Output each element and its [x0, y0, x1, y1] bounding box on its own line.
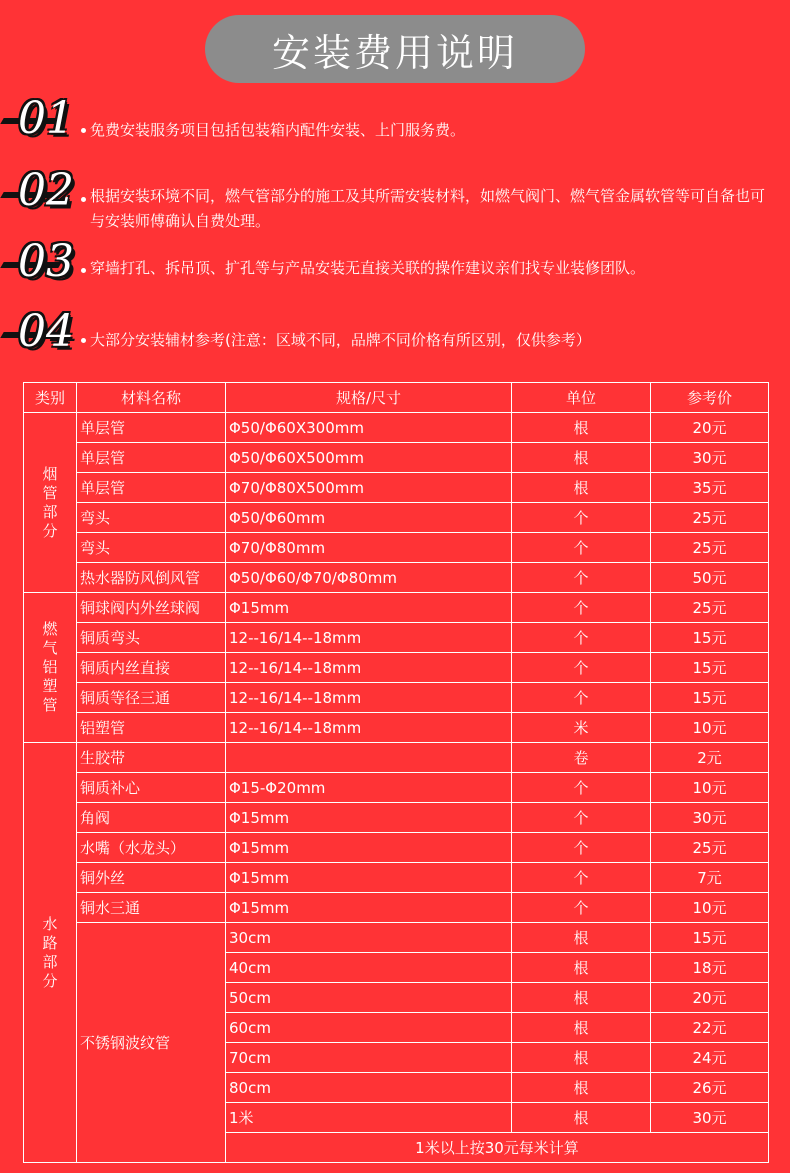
- note-number: 04: [18, 306, 74, 357]
- note-text: 根据安装环境不同，燃气管部分的施工及其所需安装材料，如燃气阀门、燃气管金属软管等可自备也可与安装师傅确认自费处理。: [90, 187, 766, 230]
- material-price: 20元: [651, 413, 769, 443]
- material-unit: 个: [512, 653, 651, 683]
- material-spec: 12--16/14--18mm: [226, 623, 512, 653]
- material-spec: 12--16/14--18mm: [226, 653, 512, 683]
- table-row: [24, 623, 769, 653]
- material-price: 15元: [651, 923, 769, 953]
- material-spec: Φ15mm: [226, 803, 512, 833]
- table-row: [24, 833, 769, 863]
- table-row: [24, 743, 769, 773]
- header-unit: 单位: [512, 383, 651, 413]
- material-price: 2元: [651, 743, 769, 773]
- material-unit: 根: [512, 443, 651, 473]
- note-text: 穿墙打孔、拆吊顶、扩孔等与产品安装无直接关联的操作建议亲们找专业装修团队。: [90, 259, 646, 277]
- bullet-dot-icon: [81, 338, 86, 343]
- material-unit: 个: [512, 623, 651, 653]
- material-price: 15元: [651, 623, 769, 653]
- material-unit: 个: [512, 593, 651, 623]
- material-name: 单层管: [77, 443, 226, 473]
- table-row: [24, 503, 769, 533]
- material-spec: Φ70/Φ80mm: [226, 533, 512, 563]
- table-row: [24, 713, 769, 743]
- material-price: 30元: [651, 803, 769, 833]
- material-unit: 根: [512, 1073, 651, 1103]
- material-name: 水嘴（水龙头）: [77, 833, 226, 863]
- material-price: 20元: [651, 983, 769, 1013]
- material-spec: 1米: [226, 1103, 512, 1133]
- material-unit: 根: [512, 1013, 651, 1043]
- hose-footer-note: 1米以上按30元每米计算: [226, 1133, 769, 1163]
- material-unit: 米: [512, 713, 651, 743]
- table-row: [24, 473, 769, 503]
- header-name: 材料名称: [77, 383, 226, 413]
- header-spec: 规格/尺寸: [226, 383, 512, 413]
- material-name: 铝塑管: [77, 713, 226, 743]
- table-row: [24, 653, 769, 683]
- material-unit: 个: [512, 683, 651, 713]
- material-spec: 40cm: [226, 953, 512, 983]
- material-name: 弯头: [77, 503, 226, 533]
- material-name: 角阀: [77, 803, 226, 833]
- header-price: 参考价: [651, 383, 769, 413]
- material-spec: Φ50/Φ60X300mm: [226, 413, 512, 443]
- material-price: 30元: [651, 1103, 769, 1133]
- table-row: [24, 443, 769, 473]
- material-price: 35元: [651, 473, 769, 503]
- material-price: 25元: [651, 533, 769, 563]
- table-row: [24, 863, 769, 893]
- material-name: 铜质等径三通: [77, 683, 226, 713]
- material-spec: 30cm: [226, 923, 512, 953]
- table-row: [24, 893, 769, 923]
- material-name: 生胶带: [77, 743, 226, 773]
- material-price: 10元: [651, 713, 769, 743]
- material-spec: 60cm: [226, 1013, 512, 1043]
- material-price: 25元: [651, 593, 769, 623]
- material-name: 铜质内丝直接: [77, 653, 226, 683]
- material-spec: Φ15mm: [226, 893, 512, 923]
- material-spec: 70cm: [226, 1043, 512, 1073]
- page-title: 安装费用说明: [205, 15, 585, 83]
- material-spec: Φ15mm: [226, 593, 512, 623]
- material-price: 30元: [651, 443, 769, 473]
- table-row: [24, 533, 769, 563]
- material-spec: 80cm: [226, 1073, 512, 1103]
- material-name: 单层管: [77, 413, 226, 443]
- material-price: 15元: [651, 653, 769, 683]
- note-text: 免费安装服务项目包括包装箱内配件安装、上门服务费。: [90, 121, 466, 139]
- material-unit: 个: [512, 533, 651, 563]
- material-unit: 个: [512, 893, 651, 923]
- material-name: 铜水三通: [77, 893, 226, 923]
- category-cell: 烟管部分: [24, 413, 77, 593]
- material-spec: Φ70/Φ80X500mm: [226, 473, 512, 503]
- table-row: [24, 593, 769, 623]
- material-unit: 根: [512, 1103, 651, 1133]
- material-spec: Φ50/Φ60/Φ70/Φ80mm: [226, 563, 512, 593]
- material-spec: 50cm: [226, 983, 512, 1013]
- table-row: [24, 803, 769, 833]
- material-unit: 根: [512, 473, 651, 503]
- note-number: 01: [18, 93, 74, 144]
- material-price: 10元: [651, 773, 769, 803]
- table-row: [24, 413, 769, 443]
- material-name: 弯头: [77, 533, 226, 563]
- material-spec: Φ50/Φ60mm: [226, 503, 512, 533]
- material-unit: 个: [512, 503, 651, 533]
- material-name: 铜球阀内外丝球阀: [77, 593, 226, 623]
- material-spec: 12--16/14--18mm: [226, 683, 512, 713]
- material-spec: 12--16/14--18mm: [226, 713, 512, 743]
- material-spec: Φ50/Φ60X500mm: [226, 443, 512, 473]
- material-price: 7元: [651, 863, 769, 893]
- material-unit: 根: [512, 983, 651, 1013]
- material-unit: 个: [512, 833, 651, 863]
- material-name: 铜外丝: [77, 863, 226, 893]
- material-name: 铜质补心: [77, 773, 226, 803]
- material-price: 26元: [651, 1073, 769, 1103]
- header-category: 类别: [24, 383, 77, 413]
- table-row: [24, 773, 769, 803]
- material-unit: 根: [512, 1043, 651, 1073]
- table-row: [24, 683, 769, 713]
- bullet-dot-icon: [81, 128, 86, 133]
- category-cell: 燃气铝塑管: [24, 593, 77, 743]
- material-name: 热水器防风倒风管: [77, 563, 226, 593]
- material-spec: Φ15mm: [226, 863, 512, 893]
- material-unit: 个: [512, 773, 651, 803]
- bullet-dot-icon: [81, 268, 86, 273]
- material-unit: 个: [512, 803, 651, 833]
- table-header-row: [24, 383, 769, 413]
- material-unit: 个: [512, 863, 651, 893]
- material-price: 15元: [651, 683, 769, 713]
- table-row: [24, 563, 769, 593]
- material-price: 10元: [651, 893, 769, 923]
- note-number: 03: [18, 236, 74, 287]
- note-number: 02: [18, 165, 74, 216]
- material-spec: Φ15-Φ20mm: [226, 773, 512, 803]
- material-unit: 根: [512, 953, 651, 983]
- material-spec: Φ15mm: [226, 833, 512, 863]
- note-text: 大部分安装辅材参考(注意：区域不同，品牌不同价格有所区别，仅供参考）: [90, 331, 591, 349]
- material-price: 50元: [651, 563, 769, 593]
- material-unit: 卷: [512, 743, 651, 773]
- material-spec: [226, 743, 512, 773]
- material-price: 24元: [651, 1043, 769, 1073]
- material-unit: 根: [512, 413, 651, 443]
- category-cell: 水路部分: [24, 743, 77, 1163]
- material-price: 25元: [651, 503, 769, 533]
- material-price: 18元: [651, 953, 769, 983]
- price-table: [23, 382, 769, 1163]
- table-row: [24, 923, 769, 953]
- material-price: 25元: [651, 833, 769, 863]
- material-name: 铜质弯头: [77, 623, 226, 653]
- material-unit: 个: [512, 563, 651, 593]
- material-name: 单层管: [77, 473, 226, 503]
- material-unit: 根: [512, 923, 651, 953]
- bullet-dot-icon: [81, 197, 86, 202]
- material-price: 22元: [651, 1013, 769, 1043]
- material-name: 不锈钢波纹管: [77, 923, 226, 1163]
